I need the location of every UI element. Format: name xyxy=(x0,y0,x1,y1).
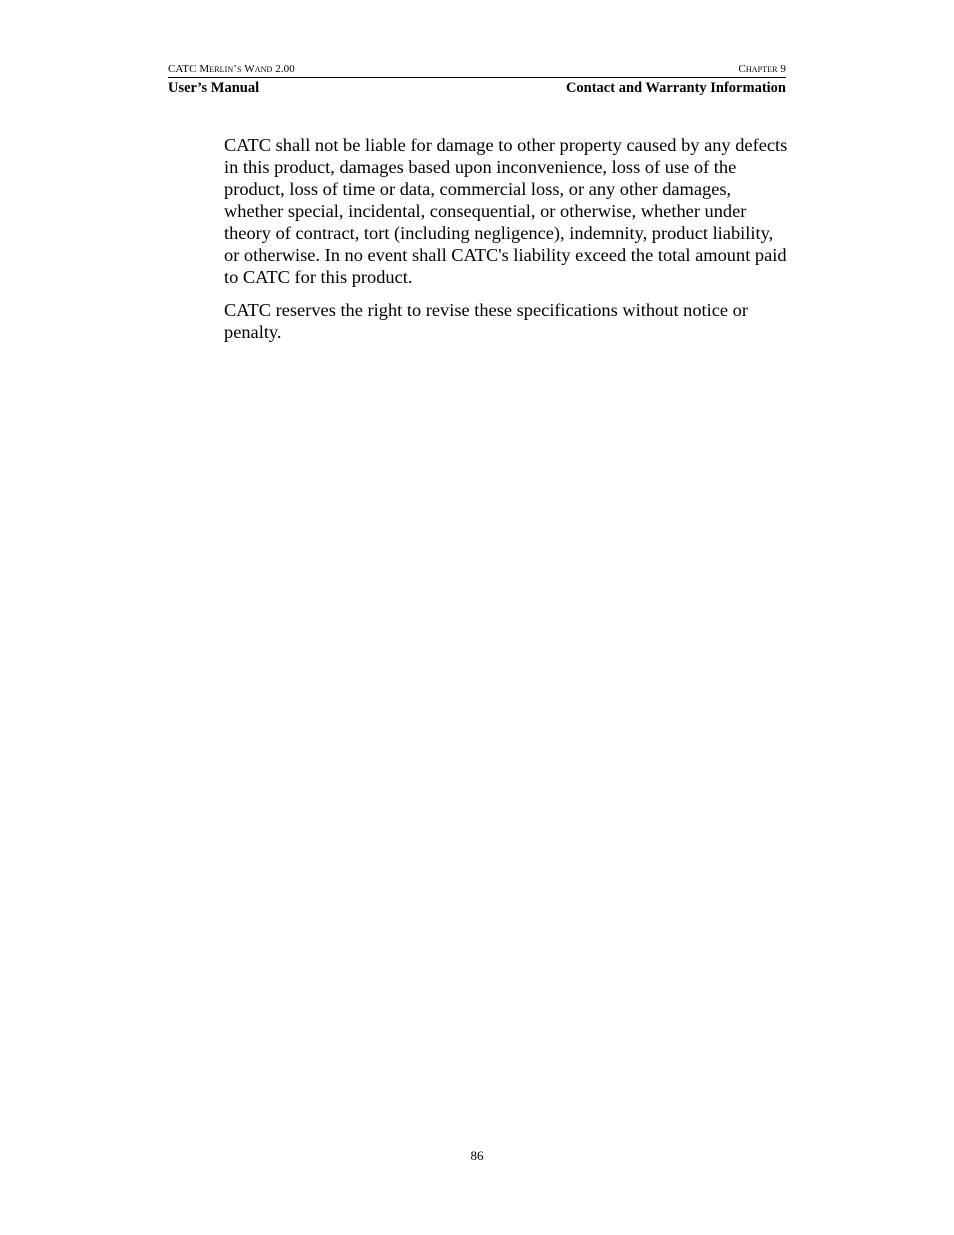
chapter-label: Chapter 9 xyxy=(738,63,786,75)
revision-paragraph: CATC reserves the right to revise these specifications without notice or penalty. xyxy=(224,300,748,342)
body-text xyxy=(224,134,790,354)
product-title: CATC Merlin’s Wand 2.00 xyxy=(168,63,295,75)
manual-title: User’s Manual xyxy=(168,80,260,96)
header-bottom-row xyxy=(168,79,786,97)
running-header xyxy=(168,63,786,97)
section-title: Contact and Warranty Information xyxy=(565,80,786,96)
page-number: 86 xyxy=(470,1148,484,1163)
liability-paragraph: CATC shall not be liable for damage to other property caused by any defects in this product, damages based upon inconvenience, loss of use of the product, loss of time or data, commercial loss, or any other damages, whether special, incidental, consequential, or otherwise, whether under theory of contract, tort (including negligence), indemnity, product liability, or otherwise. In no event shall CATC's liability exceed the total amount paid to CATC for this product. xyxy=(224,135,788,287)
header-top-row xyxy=(168,63,786,78)
